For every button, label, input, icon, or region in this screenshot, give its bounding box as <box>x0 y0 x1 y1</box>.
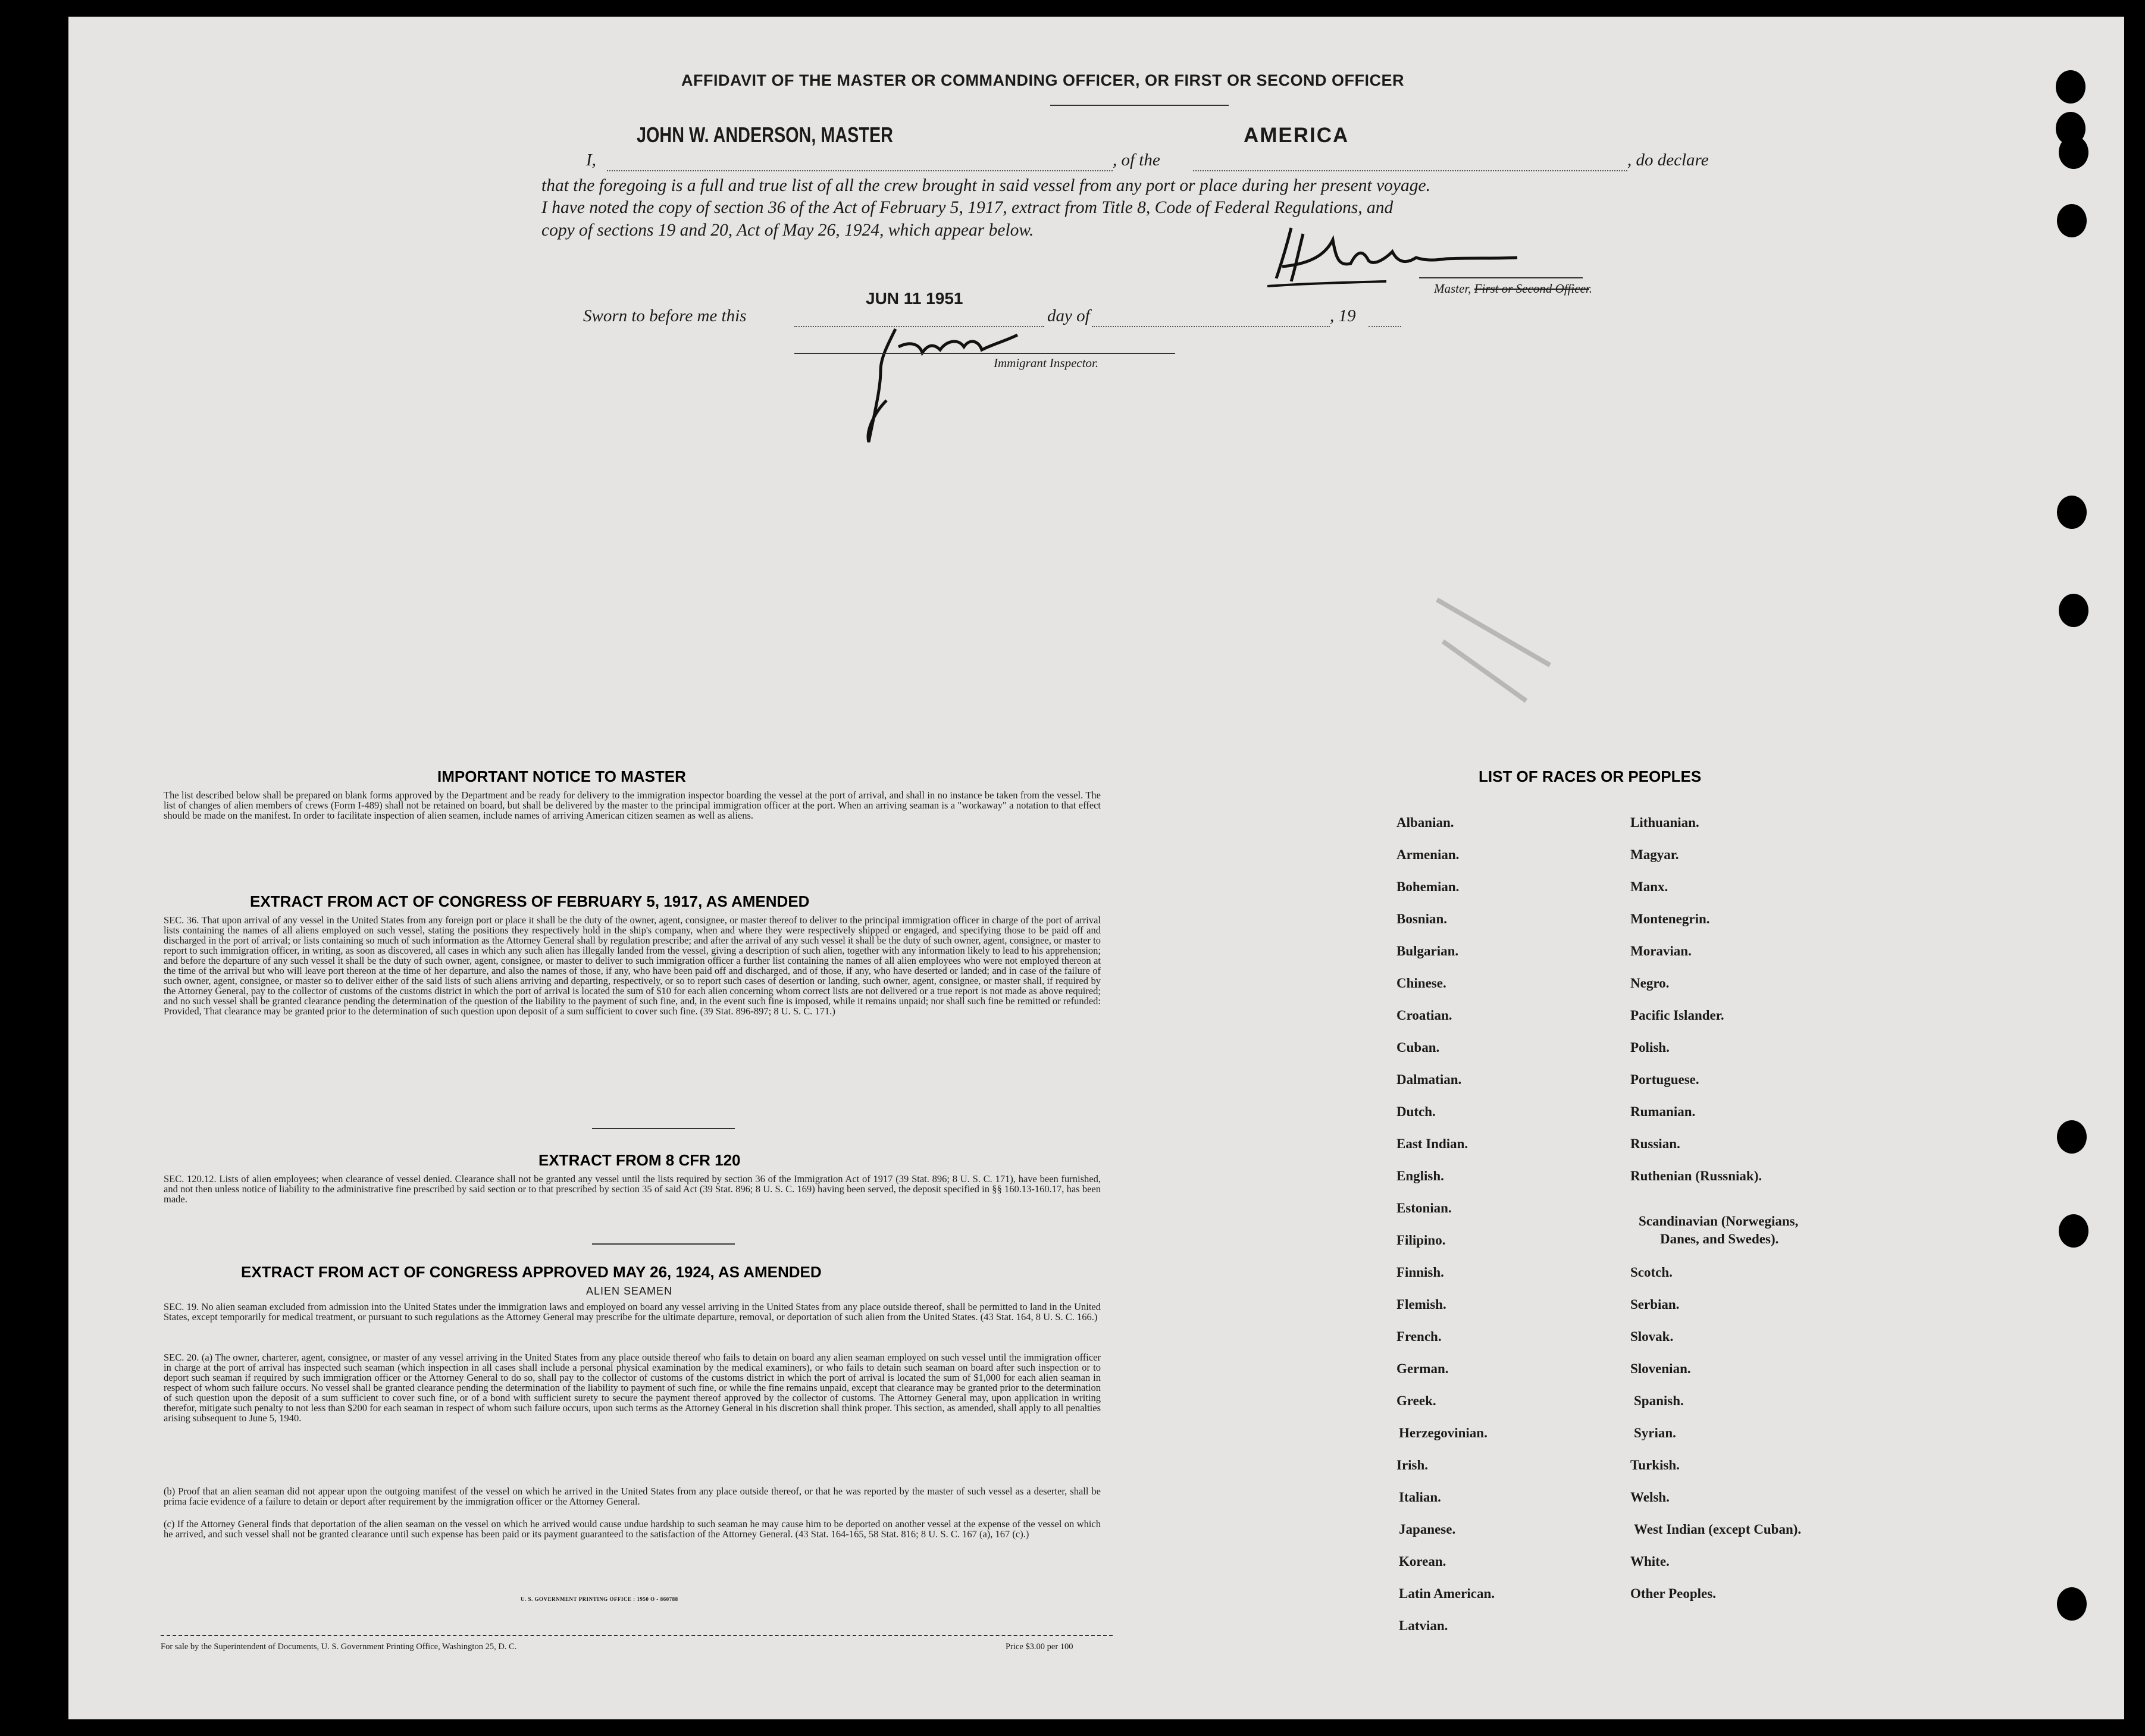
race-list-item: Bohemian. <box>1396 879 1460 894</box>
master-caption-master: Master, <box>1434 281 1474 296</box>
cfr-heading: EXTRACT FROM 8 CFR 120 <box>538 1151 741 1169</box>
race-list-item: Cuban. <box>1396 1040 1440 1055</box>
race-list-item: East Indian. <box>1396 1136 1468 1151</box>
race-list-item: Magyar. <box>1630 847 1679 862</box>
notice-body: The list described below shall be prepared on blank forms approved by the Department and be ready for delivery to the immigration inspector boarding the vessel at the port of arrival, and shall in no instance be taken from the vessel. The list of changes of alien members of crews (Form I-489) shall not be retained on board, but shall be delivered by the master to the principal immigration officer at the port. When an arriving seaman is a "workaway" a notation to that effect should be made on the manifest. In order to facilitate inspection of alien seamen, include names of arriving American citizen seamen as well as aliens. <box>164 789 1101 821</box>
race-list-item: Italian. <box>1399 1490 1441 1505</box>
punch-hole <box>2056 70 2085 104</box>
alien-seamen-subheading: ALIEN SEAMEN <box>586 1285 673 1297</box>
master-signature-line <box>1419 277 1583 278</box>
race-list-item: Scandinavian (Norwegians, <box>1639 1214 1799 1229</box>
declaration-line-3: I have noted the copy of section 36 of the Act of February 5, 1917, extract from Title 8, Code of Federal Regulations, and <box>541 198 1394 217</box>
day-of-text: day of <box>1047 306 1090 325</box>
race-list-item: Other Peoples. <box>1630 1586 1716 1601</box>
master-caption-struck: First or Second Officer <box>1474 281 1589 296</box>
extract-1917-body: SEC. 36. That upon arrival of any vessel in the United States from any foreign port or place it shall be the duty of the owner, agent, consignee, or master thereof to deliver to the principal immigration officer in charge of the port of arrival lists containing the names of all aliens employed on such vessel, stating the positions they respectively hold in the ship's company, when and where they were respectively shipped or engaged, and specifying those to be paid off and discharged in the port of arrival; or lists containing so much of such information as the Attorney General shall by regulation prescribe; and after the arrival of any such vessel it shall be the duty of such owner, agent, consignee, or master to report to such immigration officer, in writing, as soon as discovered, all cases in which any such alien has illegally landed from the vessel, giving a description of such alien, together with any information likely to lead to his apprehension; and before the departure of any such vessel it shall be the duty of such owner, agent, consignee, or master to deliver to such immigration officer a further list containing the names of all alien employees who were not employed thereon at the time of the arrival but who will leave port thereon at the time of her departure, and also the names of those, if any, who have been paid off and discharged, and of those, if any, who have deserted or landed; and in case of the failure of such owner, agent, consignee, or master so to deliver either of the said lists of such aliens arriving and departing, respectively, or so to report such cases of desertion or landing, such owner, agent, consignee, or master shall, if required by the Attorney General, pay to the collector of customs of the customs district in which the port of arrival is located the sum of $10 for each alien concerning whom correct lists are not delivered or a true report is not made as above required; and no such vessel shall be granted clearance pending the determination of the question of the liability to the payment of such fine, and, in the event such fine is imposed, while it remains unpaid; nor shall such fine be remitted or refunded: Provided, That clearance may be granted prior to the determination of such question upon deposit of a sum sufficient to cover such fine. (39 Stat. 896-897; 8 U. S. C. 171.) <box>164 914 1101 1017</box>
race-list-item: West Indian (except Cuban). <box>1634 1522 1802 1537</box>
footer-right: Price $3.00 per 100 <box>1006 1642 1073 1652</box>
of-the-text: , of the <box>1113 151 1160 170</box>
race-list-item: Danes, and Swedes). <box>1660 1232 1779 1246</box>
race-list-item: Welsh. <box>1630 1490 1670 1505</box>
race-list-item: English. <box>1396 1168 1444 1183</box>
printing-office-line: U. S. GOVERNMENT PRINTING OFFICE : 1950 O - 860788 <box>521 1596 678 1602</box>
race-list-item: Negro. <box>1630 976 1670 991</box>
punch-hole <box>2057 496 2087 529</box>
sec-20b-text: (b) Proof that an alien seaman did not appear upon the outgoing manifest of the vessel on which he arrived in the United States from any place outside thereof, or that he was reported by the master of such vessel as a deserter, shall be prima facie evidence of a failure to detain or deport after requirement by the immigration officer or the Attorney General. <box>164 1486 1101 1507</box>
master-caption <box>1434 281 1592 296</box>
race-list-item: Polish. <box>1630 1040 1670 1055</box>
punch-hole <box>2057 204 2087 237</box>
race-list-item: Dalmatian. <box>1396 1072 1462 1087</box>
races-heading: LIST OF RACES OR PEOPLES <box>1479 767 1702 785</box>
race-list-item: White. <box>1630 1554 1670 1569</box>
race-list-item: Bosnian. <box>1396 911 1448 926</box>
race-list-item: Latvian. <box>1399 1618 1448 1633</box>
race-list-item: Serbian. <box>1630 1297 1680 1312</box>
document-page <box>68 17 2124 1719</box>
vessel-line <box>1193 170 1627 171</box>
punch-hole <box>2057 1120 2087 1154</box>
punch-hole <box>2059 594 2088 627</box>
nineteen-text: , 19 <box>1330 306 1356 325</box>
master-name: JOHN W. ANDERSON, MASTER <box>637 123 893 147</box>
race-list-item: Finnish. <box>1396 1265 1444 1280</box>
declaration-line-2: that the foregoing is a full and true list of all the crew brought in said vessel from any port or place during her present voyage. <box>541 176 1430 195</box>
race-list-item: German. <box>1396 1361 1449 1376</box>
year-line <box>1369 326 1401 327</box>
extract-1924-heading: EXTRACT FROM ACT OF CONGRESS APPROVED MAY 26, 1924, AS AMENDED <box>241 1263 822 1281</box>
inspector-signature <box>863 311 1053 454</box>
month-line <box>1092 326 1330 327</box>
punch-hole <box>2057 1587 2087 1621</box>
do-declare-text: , do declare <box>1627 151 1709 170</box>
race-list-item: Slovenian. <box>1630 1361 1691 1376</box>
race-list-item: Turkish. <box>1630 1458 1680 1472</box>
race-list-item: Scotch. <box>1630 1265 1673 1280</box>
race-list-item: Armenian. <box>1396 847 1460 862</box>
race-list-item: Portuguese. <box>1630 1072 1699 1087</box>
inspector-signature-line <box>794 353 1175 354</box>
bleed-through-marks <box>1431 576 1609 731</box>
race-list-item: Greek. <box>1396 1393 1436 1408</box>
punch-hole <box>2059 136 2088 169</box>
affidavit-title: AFFIDAVIT OF THE MASTER OR COMMANDING OFFICER, OR FIRST OR SECOND OFFICER <box>681 71 1404 89</box>
race-list-item: Latin American. <box>1399 1586 1495 1601</box>
race-list-item: Pacific Islander. <box>1630 1008 1724 1023</box>
race-list-item: Irish. <box>1396 1458 1429 1472</box>
sec-20c-text: (c) If the Attorney General finds that deportation of the alien seaman on the vessel on which he arrived would cause undue hardship to such seaman he may cause him to be deported on another vessel at the expense of the vessel on which he arrived, and such vessel shall not be granted clearance until such expense has been paid or its payment guaranteed to the satisfaction of the Attorney General. (43 Stat. 164-165, 58 Stat. 816; 8 U. S. C. 167 (a), 167 (c).) <box>164 1518 1101 1540</box>
race-list-item: Syrian. <box>1634 1425 1676 1440</box>
cfr-body: SEC. 120.12. Lists of alien employees; when clearance of vessel denied. Clearance shall not be granted any vessel until the lists required by section 36 of the Immigration Act of 1917 (39 Stat. 896; 8 U. S. C. 171), have been furnished, and not then unless notice of liability to the administrative fine prescribed by said section or to that prescribed by section 35 of said Act (39 Stat. 896; 8 U. S. C. 169) having been served, the deposit specified in §§ 160.13-160.17, has been made. <box>164 1173 1101 1205</box>
race-list-item: Russian. <box>1630 1136 1680 1151</box>
race-list-item: Bulgarian. <box>1396 944 1459 958</box>
sec-20a-text: SEC. 20. (a) The owner, charterer, agent, consignee, or master of any vessel arriving in the United States from any place outside thereof who fails to detain on board any alien seaman employed on such vessel until the immigration officer in charge at the port of arrival has inspected such seaman (which inspection in all cases shall include a personal physical examination by the medical examiners), or who fails to detain such seaman on board after such inspection or to deport such seaman if required by such immigration officer or the Attorney General to do so, shall pay to the collector of customs of the customs district in which the port of arrival is located the sum of $1,000 for each alien seaman in respect of whom such failure occurs. No vessel shall be granted clearance pending the determination of the liability to payment of such fine, or while the fine remains unpaid, except that clearance may be granted prior to the determination of such question upon the deposit of a sum sufficient to cover such fine, or of a bond with sufficient surety to secure the payment thereof approved by the collector of customs. The Attorney General may, upon application in writing therefor, mitigate such penalty to not less than $200 for each seaman in respect of whom such failure occurs, upon such terms as the Attorney General in his discretion shall think proper. This section, as amended, shall apply to all penalties arising subsequent to June 5, 1940. <box>164 1352 1101 1424</box>
race-list-item: Filipino. <box>1396 1233 1446 1248</box>
declaration-line-4: copy of sections 19 and 20, Act of May 26, 1924, which appear below. <box>541 221 1034 240</box>
sworn-text: Sworn to before me this <box>583 306 747 325</box>
race-list-item: Montenegrin. <box>1630 911 1710 926</box>
race-list-item: Spanish. <box>1634 1393 1684 1408</box>
punch-hole <box>2059 1214 2088 1248</box>
notice-heading: IMPORTANT NOTICE TO MASTER <box>437 767 686 785</box>
race-list-item: Slovak. <box>1630 1329 1674 1344</box>
footer-left: For sale by the Superintendent of Documents, U. S. Government Printing Office, Washington 25, D. C. <box>161 1642 517 1652</box>
race-list-item: Moravian. <box>1630 944 1692 958</box>
divider-rule <box>592 1243 735 1245</box>
race-list-item: Lithuanian. <box>1630 815 1699 830</box>
race-list-item: Herzegovinian. <box>1399 1425 1488 1440</box>
sec-19-text: SEC. 19. No alien seaman excluded from admission into the United States under the immigration laws and employed on board any vessel arriving in the United States from any place outside thereof, shall be permitted to land in the United States, except temporarily for medical treatment, or pursuant to such regulations as the Attorney General may prescribe for the ultimate departure, removal, or deportation of such alien from the United States. (43 Stat. 164, 8 U. S. C. 166.) <box>164 1301 1101 1323</box>
divider-rule <box>592 1128 735 1129</box>
date-stamp: JUN 11 1951 <box>866 289 963 308</box>
inspector-caption: Immigrant Inspector. <box>994 356 1099 370</box>
race-list-item: Dutch. <box>1396 1104 1436 1119</box>
race-list-item: Rumanian. <box>1630 1104 1696 1119</box>
master-caption-end: . <box>1589 281 1592 296</box>
race-list-item: Croatian. <box>1396 1008 1452 1023</box>
extract-1917-heading: EXTRACT FROM ACT OF CONGRESS OF FEBRUARY 5, 1917, AS AMENDED <box>250 892 810 910</box>
race-list-item: Manx. <box>1630 879 1668 894</box>
race-list-item: Chinese. <box>1396 976 1446 991</box>
race-list-item: Korean. <box>1399 1554 1446 1569</box>
name-line <box>607 170 1113 171</box>
title-rule <box>1050 105 1229 106</box>
race-list-item: Albanian. <box>1396 815 1454 830</box>
footer-rule <box>161 1635 1113 1636</box>
vessel-name: AMERICA <box>1244 124 1349 147</box>
race-list-item: Ruthenian (Russniak). <box>1630 1168 1762 1183</box>
race-list-item: Flemish. <box>1396 1297 1446 1312</box>
declaration-i: I, <box>586 151 596 170</box>
race-list-item: French. <box>1396 1329 1442 1344</box>
race-list-item: Japanese. <box>1399 1522 1456 1537</box>
race-list-item: Estonian. <box>1396 1201 1452 1215</box>
